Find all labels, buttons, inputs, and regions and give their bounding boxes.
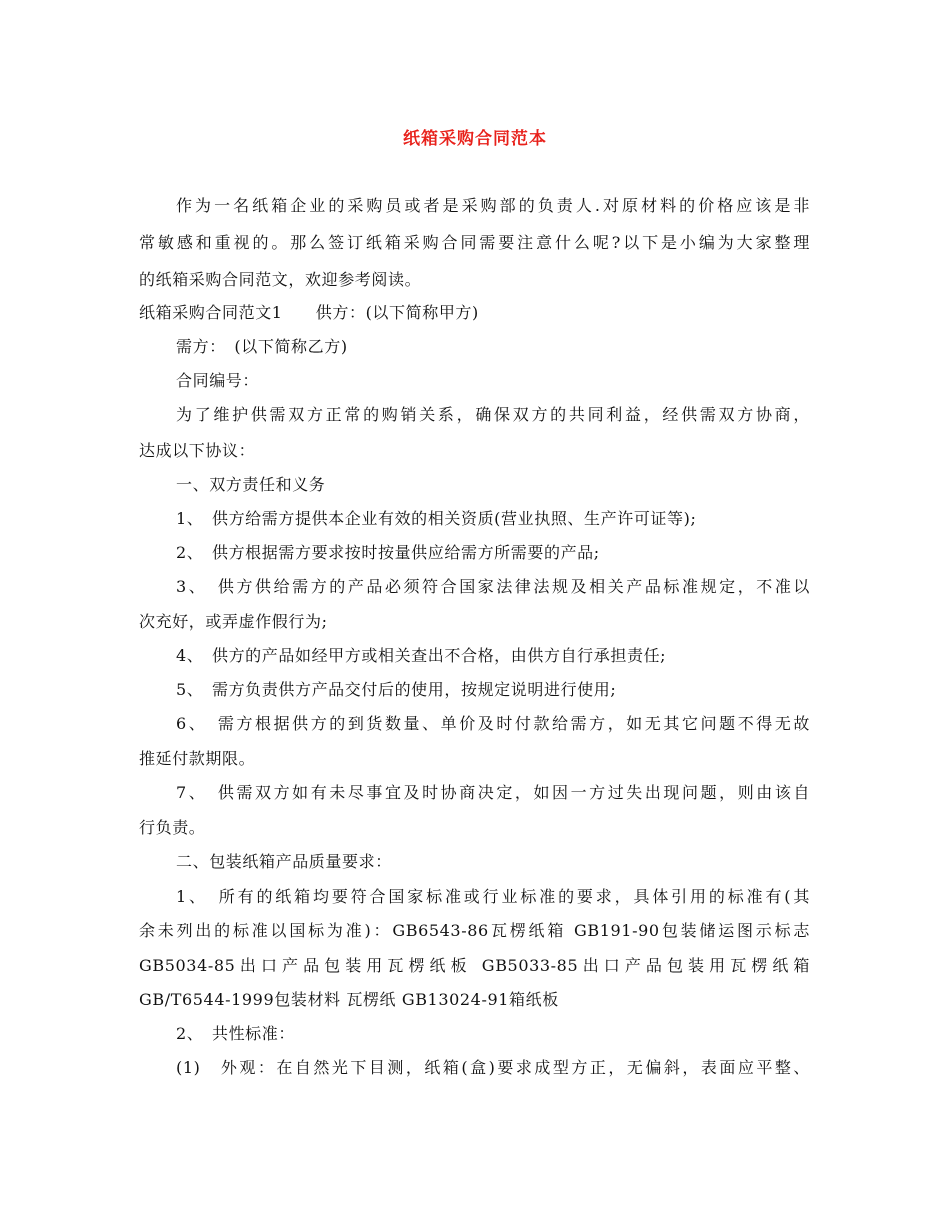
paragraph-line: 达成以下协议： (139, 441, 256, 460)
paragraph-line: 需方： (以下简称乙方) (176, 337, 348, 356)
paragraph-line: 作为一名纸箱企业的采购员或者是采购部的负责人.对原材料的价格应该是非 (176, 196, 810, 215)
list-item: 6、 需方根据供方的到货数量、单价及时付款给需方，如无其它问题不得无故 (176, 714, 810, 733)
section-heading: 二、包装纸箱产品质量要求： (176, 852, 392, 871)
paragraph-line: 合同编号： (176, 371, 260, 390)
paragraph-line: 常敏感和重视的。那么签订纸箱采购合同需要注意什么呢?以下是小编为大家整理 (139, 233, 810, 252)
paragraph-line: 的纸箱采购合同范文，欢迎参考阅读。 (139, 270, 422, 289)
list-item-continued: GB5034-85出口产品包装用瓦楞纸板 GB5033-85出口产品包装用瓦楞纸箱 (139, 956, 810, 975)
list-item-continued: GB/T6544-1999包装材料 瓦楞纸 GB13024-91箱纸板 (139, 990, 559, 1009)
paragraph-line: 纸箱采购合同范文1 供方：(以下简称甲方) (139, 303, 479, 322)
list-item: 3、 供方供给需方的产品必须符合国家法律法规及相关产品标准规定，不准以 (176, 577, 810, 596)
list-item-continued: 余未列出的标准以国标为准)：GB6543-86瓦楞纸箱 GB191-90包装储运图示标志 (139, 921, 810, 940)
list-item-continued: 行负责。 (139, 818, 206, 837)
list-item: 4、 供方的产品如经甲方或相关查出不合格，由供方自行承担责任; (176, 646, 667, 665)
list-item: 5、 需方负责供方产品交付后的使用，按规定说明进行使用; (176, 680, 617, 699)
list-item: 2、 供方根据需方要求按时按量供应给需方所需要的产品; (176, 543, 600, 562)
list-item: 1、 所有的纸箱均要符合国家标准或行业标准的要求，具体引用的标准有(其 (176, 887, 810, 906)
list-item: 1、 供方给需方提供本企业有效的相关资质(营业执照、生产许可证等); (176, 509, 697, 528)
section-heading: 一、双方责任和义务 (176, 475, 326, 494)
list-item: 2、 共性标准： (176, 1024, 295, 1043)
paragraph-line: 为了维护供需双方正常的购销关系，确保双方的共同利益，经供需双方协商， (176, 405, 810, 424)
list-item-continued: 推延付款期限。 (139, 749, 256, 768)
list-item-continued: 次充好，或弄虚作假行为; (139, 612, 328, 631)
list-item: 7、 供需双方如有未尽事宜及时协商决定，如因一方过失出现问题，则由该自 (176, 783, 810, 802)
document-title: 纸箱采购合同范本 (403, 129, 547, 149)
list-item: (1) 外观：在自然光下目测，纸箱(盒)要求成型方正，无偏斜，表面应平整、 (176, 1058, 810, 1077)
